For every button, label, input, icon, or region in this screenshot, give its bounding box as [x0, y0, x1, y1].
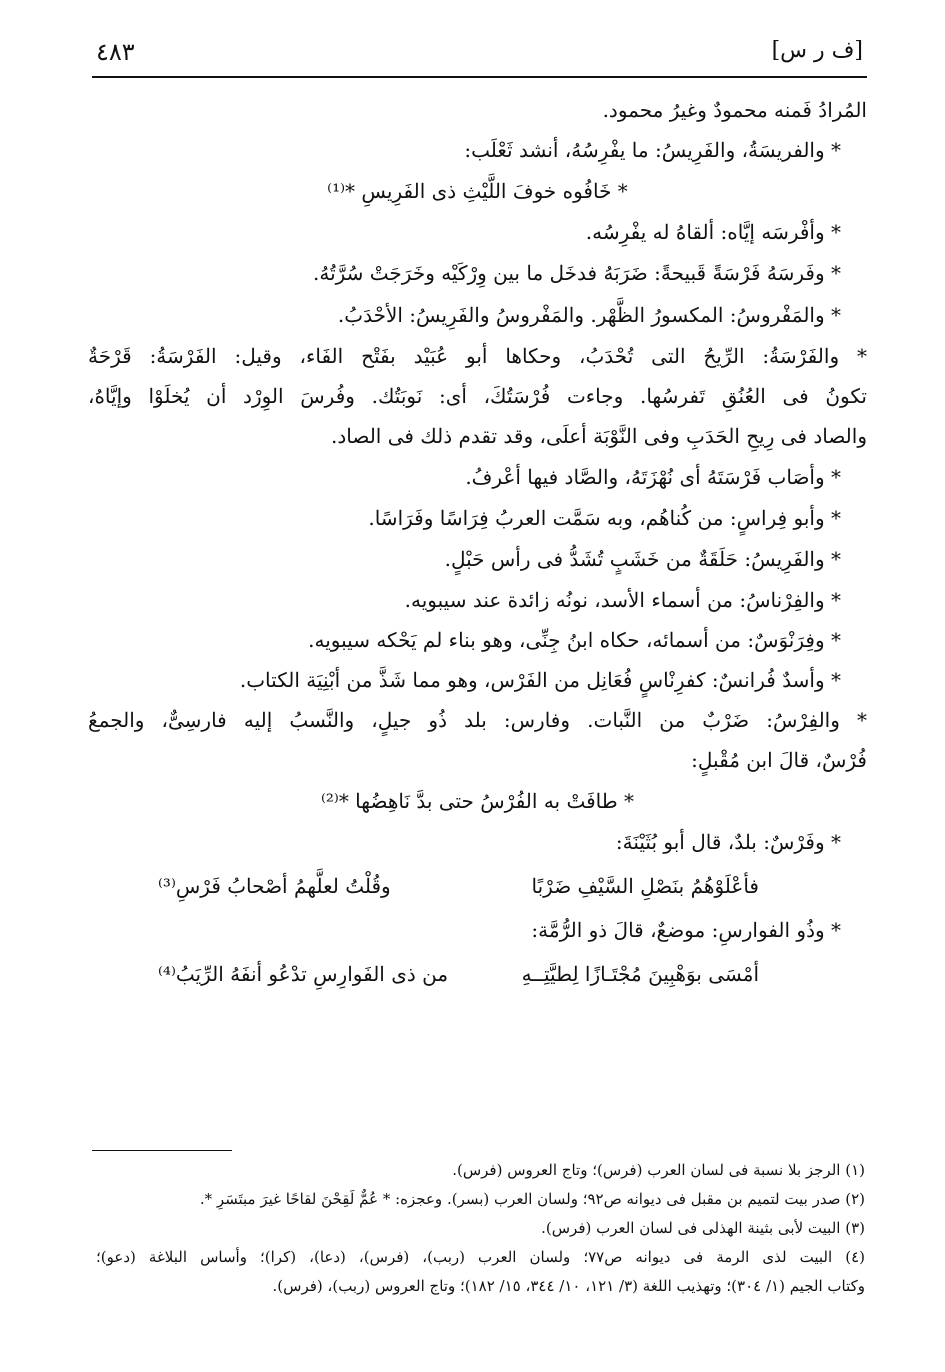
root-letters-header: [ف ر س]: [771, 38, 863, 63]
poetry-verse: [88, 950, 867, 998]
poetry-verse: [88, 862, 867, 910]
verse-first-hemistich: فأعْلَوْهُمُ بنَصْلِ السَّيْفِ ضَرْبًا: [531, 874, 759, 898]
text-line: * والفِرْناسُ: من أسماء الأسد، نونُه زائدة عند سيبويه.: [404, 588, 841, 612]
text-line: * وأبو فِراسٍ: من كُناهُم، وبه سَمَّت العربُ فِرَاسًا وفَرَاسًا.: [368, 506, 841, 530]
footnote: (٣) البيت لأبى بثينة الهذلى فى لسان العرب (فرس).: [541, 1219, 865, 1237]
text-line: * والفَرِيسُ: حَلَقَةٌ من خَشَبٍ تُشَدُّ فى رأس حَبْلٍ.: [444, 547, 841, 571]
footnote: (١) الرجز بلا نسبة فى لسان العرب (فرس)؛ وتاج العروس (فرس).: [452, 1161, 865, 1179]
verse-second-hemistich: وقُلْتُ لعلَّهمُ أصْحابُ فَرْسِ⁽³⁾: [158, 874, 391, 898]
text-line: والصاد فى رِيحِ الحَدَبِ وفى النَّوْبَة أعلَى، وقد تقدم ذلك فى الصاد.: [331, 424, 867, 448]
page-number: ٤٨٣: [96, 38, 135, 66]
text-line: المُرادُ فَمنه محمودٌ وغيرُ محمود.: [602, 98, 867, 122]
footnote: (٢) صدر بيت لتميم بن مقبل فى ديوانه ص٩٢؛ ولسان العرب (بسر). وعجزه: * عُمٌّ لَقِحْنَ لقاحًا غيرَ مبتَسَرِ *.: [199, 1190, 865, 1208]
text-line: * وفِرَنْوَسٌ: من أسمائه، حكاه ابنُ جِنِّى، وهو بناء لم يَحْكه سيبويه.: [308, 628, 841, 652]
footnote-continuation: وكتاب الجيم (١/ ٣٠٤)؛ وتهذيب اللغة (٣/ ١٢١، ١٠/ ٣٤٤، ١٥/ ١٨٢)؛ وتاج العروس (ربب)، (فرس).: [272, 1277, 865, 1295]
footnote: (٤) البيت لذى الرمة فى ديوانه ص٧٧؛ ولسان العرب (ربب)، (فرس)، (دعا)، (كرا)؛ وأساس البلاغة (دعو)؛: [96, 1248, 865, 1266]
text-line: * وأفْرسَه إيَّاه: ألقاهُ له يفْرِسُه.: [585, 220, 841, 244]
text-line: * والمَفْروسُ: المكسورُ الظَّهْر. والمَفْروسُ والفَرِيسُ: الأحْدَبُ.: [337, 303, 841, 327]
text-line: * وأسدٌ فُرانسٌ: كفرِنْاسٍ فُعَانِل من الفَرْس، وهو مما شَذَّ من أبْنِيَة الكتاب.: [239, 668, 841, 692]
verse-line: * خَافُوه خوفَ اللَّيْثِ ذى الفَرِيسِ *⁽¹⁾: [327, 179, 628, 203]
verse-first-hemistich: أمْسَى بوَهْبِينَ مُجْتَـازًا لِطيَّتِــهِ: [521, 962, 759, 986]
text-line: تكونُ فى العُنُقِ تَفرسُها. وجاءت فُرْسَتُكَ، أى: نَوبَتُك. وفُرسَ الوِرْد أن يُخلَوْا وإيَّاهُ،: [88, 384, 867, 408]
text-line: * والفريسَةُ، والفَرِيسُ: ما يفْرِسُهُ، أنشد ثَعْلَب:: [464, 138, 841, 162]
text-line: * وأصَاب فَرْسَتَهُ أى نُهْزَتَهُ، والصَّاد فيها أعْرفُ.: [465, 465, 841, 489]
text-line: * والفِرْسُ: ضَرْبٌ من النَّبات. وفارس: بلد ذُو جيلٍ، والنَّسبُ إليه فارسِىٌّ، والجمعُ: [88, 708, 867, 732]
text-line: * وفَرْسٌ: بلدٌ، قال أبو بُثَيْنَةَ:: [615, 830, 841, 854]
text-line: * والفَرْسَةُ: الرِّيحُ التى تُحْدَبُ، وحكاها أبو عُبَيْد بفَتْح الفَاء، وقيل: الفَرْسَةُ: قَرْحَةٌ: [88, 344, 867, 368]
verse-line: * طافَتْ به الفُرْسُ حتى بدَّ نَاهِضُها *⁽²⁾: [320, 789, 635, 813]
text-line: * وفَرسَهُ فَرْسَةً قَبيحةً: ضَرَبَهُ فدخَل ما بين وِرْكَيْه وخَرَجَتْ سُرَّتُهُ.: [313, 261, 841, 285]
text-line: * وذُو الفوارسِ: موضعٌ، قالَ ذو الرُّمَّة:: [531, 918, 841, 942]
entry-body: [88, 90, 867, 998]
text-line: فُرْسٌ، قالَ ابن مُقْبلٍ:: [691, 748, 867, 772]
page-header: [92, 36, 867, 78]
footnote-divider: [92, 1150, 232, 1151]
footnotes: [96, 1156, 865, 1301]
verse-second-hemistich: من ذى الفَوارِسِ تدْعُو أنفَهُ الرِّيَبُ⁽⁴⁾: [158, 962, 449, 986]
